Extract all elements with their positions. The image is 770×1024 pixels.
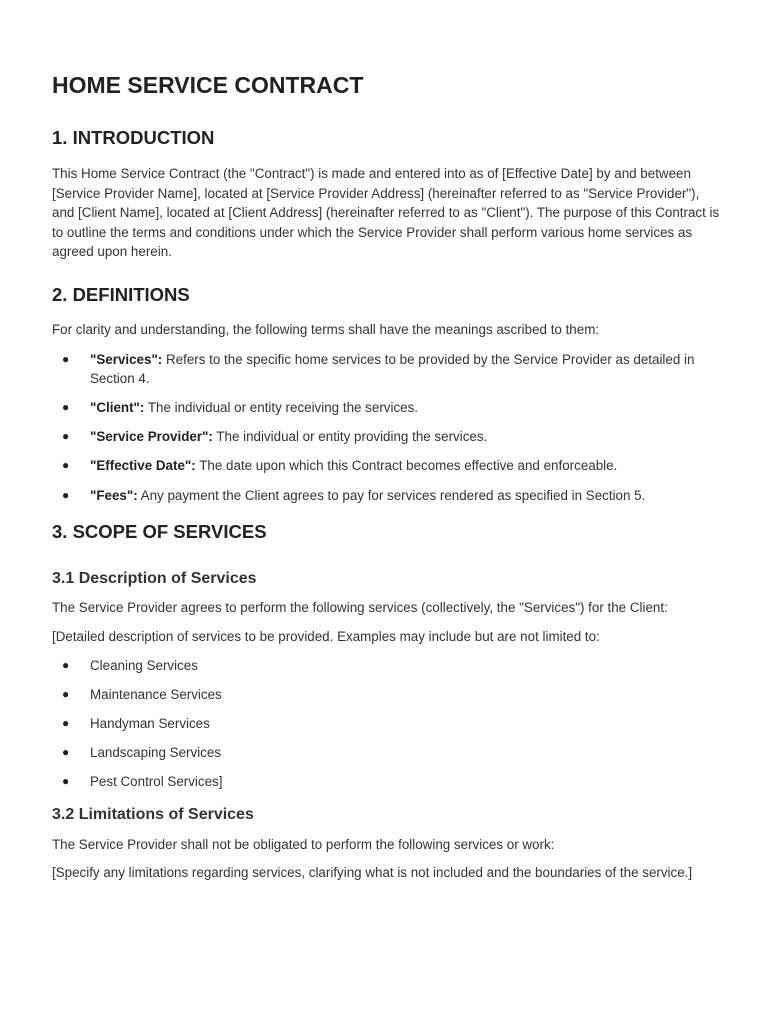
service-item-label: Landscaping Services [90,745,222,761]
definition-text: Refers to the specific home services to be provided by the Service Provider as detailed in Section 4. [90,351,695,387]
description-paragraph: The Service Provider agrees to perform the following services (collectively, the "Services") for the Client: [52,600,668,616]
bullet-icon: ● [62,351,70,366]
bullet-icon: ● [62,400,70,415]
definition-text: The individual or entity receiving the services. [144,400,419,416]
bullet-icon: ● [62,774,70,789]
limitations-paragraph: The Service Provider shall not be obligated to perform the following services or work: [52,836,555,852]
definitions-list [52,350,722,506]
definition-term: "Service Provider": [90,429,213,445]
service-item [52,685,722,705]
definition-term: "Fees": [90,487,138,503]
definition-item-effective-date [52,456,722,476]
definition-text: The date upon which this Contract becomes effective and enforceable. [195,458,618,474]
service-item-label: Handyman Services [90,716,210,731]
bullet-icon: ● [62,716,70,730]
description-examples-paragraph: [Detailed description of services to be provided. Examples may include but are not limited to: [52,628,600,644]
service-item-label: Pest Control Services] [90,774,223,790]
bullet-icon: ● [62,745,70,760]
definition-item-service-provider [52,427,722,447]
limitations-placeholder-paragraph: [Specify any limitations regarding services, clarifying what is not included and the boundaries of the service.] [52,865,693,881]
definition-item-services [52,350,722,389]
definition-term: "Effective Date": [90,458,196,474]
service-item [52,772,722,792]
section-heading-scope: 3. SCOPE OF SERVICES [52,521,267,543]
section-heading-definitions: 2. DEFINITIONS [52,283,190,305]
service-item-label: Cleaning Services [90,657,198,673]
subsection-heading-description: 3.1 Description of Services [52,570,257,588]
definition-term: "Services": [90,351,163,367]
definitions-intro-paragraph: For clarity and understanding, the following terms shall have the meanings ascribed to them: [52,321,600,337]
definition-text: The individual or entity providing the services. [212,429,488,445]
definition-item-fees [52,486,722,506]
bullet-icon: ● [62,429,70,444]
bullet-icon: ● [62,657,70,672]
definition-text: Any payment the Client agrees to pay for services rendered as specified in Section 5. [137,487,646,503]
definition-term: "Client": [90,400,145,416]
document-title: HOME SERVICE CONTRACT [52,72,364,98]
services-list [52,656,722,792]
service-item [52,656,722,676]
section-heading-introduction: 1. INTRODUCTION [52,127,215,148]
subsection-heading-limitations: 3.2 Limitations of Services [52,805,254,823]
bullet-icon: ● [62,487,70,502]
introduction-paragraph: This Home Service Contract (the "Contract") is made and entered into as of [Effective Date] by and between [Service Provider Name], located at [Service Provider Address] (hereinafter referred to as "Service Provider"), and [Client Name], located at [Client Address] (hereinafter referred to as "Client"). The purpose of this Contract is to outline the terms and conditions under which the Service Provider shall perform various home services as agreed upon herein. [52,166,720,260]
service-item-label: Maintenance Services [90,686,222,702]
bullet-icon: ● [62,686,70,701]
service-item [52,743,722,763]
bullet-icon: ● [62,458,70,473]
service-item [52,714,722,734]
document-page [52,70,722,883]
definition-item-client [52,398,722,418]
